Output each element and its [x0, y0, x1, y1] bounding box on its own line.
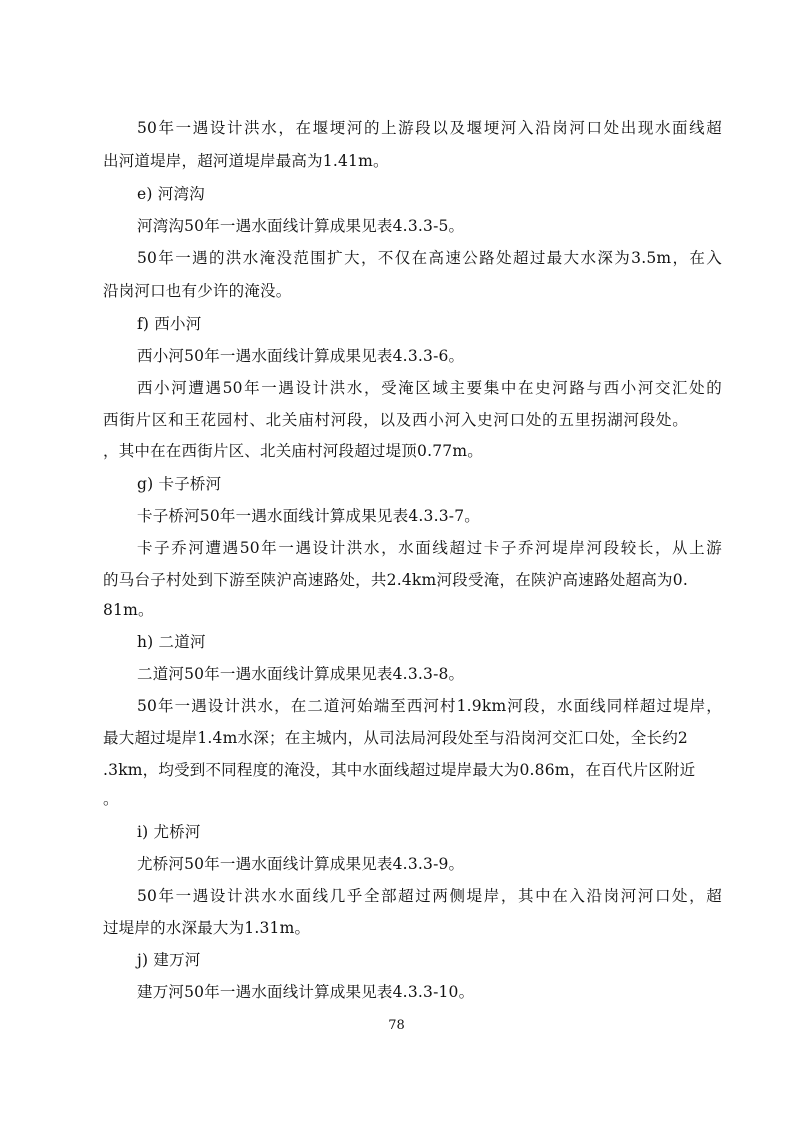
section-heading: j) 建万河	[137, 951, 201, 969]
paragraph-line: 西小河50年一遇水面线计算成果见表4.3.3-6。	[137, 347, 465, 365]
paragraph-line: 过堤岸的水深最大为1.31m。	[103, 919, 311, 937]
paragraph-line: 出河道堤岸，超河道堤岸最高为1.41m。	[103, 152, 389, 170]
paragraph-line: 建万河50年一遇水面线计算成果见表4.3.3-10。	[137, 983, 475, 1001]
paragraph-line: 50年一遇设计洪水，在堰埂河的上游段以及堰埂河入沿岗河口处出现水面线超	[137, 119, 722, 137]
section-heading: i) 尤桥河	[137, 823, 201, 841]
paragraph-line: 二道河50年一遇水面线计算成果见表4.3.3-8。	[137, 665, 465, 683]
paragraph-line: 81m。	[103, 601, 154, 619]
paragraph-line: 沿岗河口也有少许的淹没。	[103, 282, 292, 300]
paragraph-line: 50年一遇设计洪水水面线几乎全部超过两侧堤岸，其中在入沿岗河河口处，超	[137, 887, 722, 905]
section-heading: g) 卡子桥河	[137, 475, 222, 493]
paragraph-line: 卡子乔河遭遇50年一遇设计洪水，水面线超过卡子乔河堤岸河段较长，从上游	[137, 539, 722, 557]
paragraph-line: ，其中在在西街片区、北关庙村河段超过堤顶0.77m。	[103, 442, 483, 460]
paragraph-line: 的马台子村处到下游至陕沪高速路处，共2.4km河段受淹，在陕沪高速路处超高为0.	[103, 571, 688, 589]
paragraph-line: 50年一遇的洪水淹没范围扩大，不仅在高速公路处超过最大水深为3.5m，在入	[137, 249, 722, 267]
paragraph-line: 卡子桥河50年一遇水面线计算成果见表4.3.3-7。	[137, 507, 480, 525]
paragraph-line: 西小河遭遇50年一遇设计洪水，受淹区域主要集中在史河路与西小河交汇处的	[137, 379, 722, 397]
paragraph-line: 河湾沟50年一遇水面线计算成果见表4.3.3-5。	[137, 217, 465, 235]
paragraph-line: 尤桥河50年一遇水面线计算成果见表4.3.3-9。	[137, 855, 465, 873]
section-heading: f) 西小河	[137, 315, 202, 333]
section-heading: e) 河湾沟	[137, 185, 205, 203]
paragraph-line: 西街片区和王花园村、北关庙村河段，以及西小河入史河口处的五里拐湖河段处。	[103, 411, 688, 429]
page-number: 78	[388, 1018, 405, 1033]
section-heading: h) 二道河	[137, 633, 206, 651]
paragraph-line: 最大超过堤岸1.4m水深；在主城内，从司法局河段处至与沿岗河交汇口处，全长约2	[103, 729, 688, 747]
paragraph-line: 。	[103, 790, 119, 808]
paragraph-line: 50年一遇设计洪水，在二道河始端至西河村1.9km河段，水面线同样超过堤岸，	[137, 697, 722, 715]
paragraph-line: .3km，均受到不同程度的淹没，其中水面线超过堤岸最大为0.86m，在百代片区附近	[103, 761, 696, 779]
